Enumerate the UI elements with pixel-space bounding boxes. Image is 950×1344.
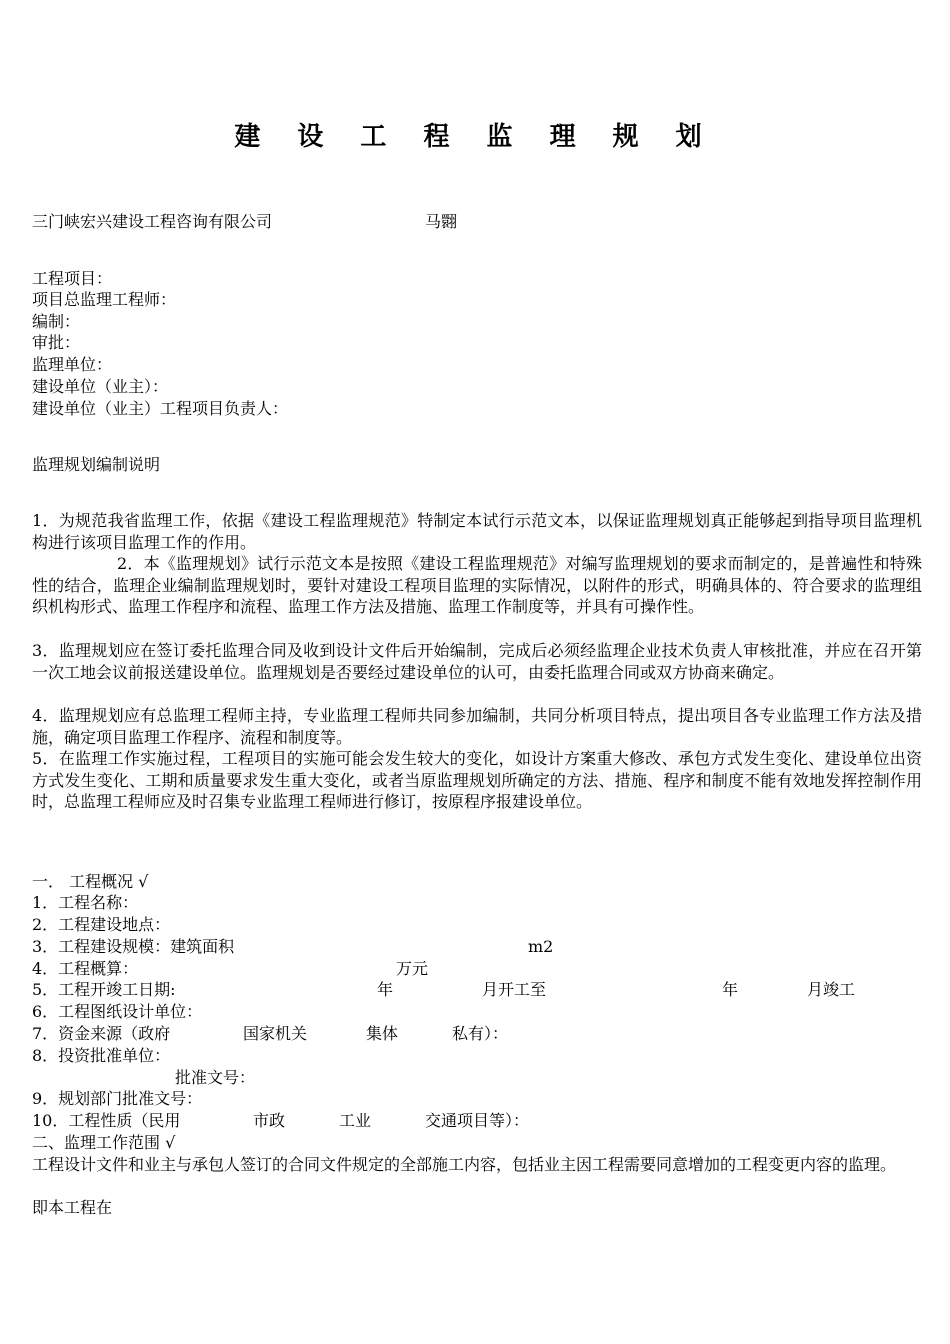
overview-item-7-option-agency: 国家机关 xyxy=(243,1024,308,1043)
overview-item-5-year-end: 年 xyxy=(722,980,739,999)
overview-item-5-month-end: 月竣工 xyxy=(807,980,856,999)
explanation-item-2 xyxy=(32,553,922,618)
overview-item-6: 6．工程图纸设计单位： xyxy=(32,1002,203,1021)
info-field-supervision-unit: 监理单位： xyxy=(32,355,113,374)
overview-item-7-option-collective: 集体 xyxy=(366,1024,399,1043)
overview-item-7: 7．资金来源（政府 xyxy=(32,1024,171,1043)
overview-item-4: 4．工程概算： xyxy=(32,959,139,978)
overview-item-5: 5．工程开竣工日期: xyxy=(32,980,176,999)
section1-heading: 一． 工程概况 √ xyxy=(32,872,149,891)
explanation-item-1: 1．为规范我省监理工作，依据《建设工程监理规范》特制定本试行示范文本，以保证监理规划真正能够起到指导项目监理机构进行该项目监理工作的作用。 xyxy=(32,511,922,552)
overview-item-8: 8．投资批准单位： xyxy=(32,1046,171,1065)
explanation-item-4: 4．监理规划应有总监理工程师主持，专业监理工程师共同参加编制，共同分析项目特点，提出项目各专业监理工作方法及措施，确定项目监理工作程序、流程和制度等。 xyxy=(32,706,922,747)
explanation-heading: 监理规划编制说明 xyxy=(32,455,161,474)
overview-item-10-option-industrial: 工业 xyxy=(339,1111,372,1130)
section2-heading: 二、监理工作范围 √ xyxy=(32,1133,176,1152)
overview-item-1: 1．工程名称： xyxy=(32,893,139,912)
overview-item-2: 2．工程建设地点： xyxy=(32,915,171,934)
overview-item-10: 10．工程性质（民用 xyxy=(32,1111,181,1130)
overview-item-7-option-private: 私有）： xyxy=(452,1024,509,1043)
explanation-item-3: 3．监理规划应在签订委托监理合同及收到设计文件后开始编制，完成后必须经监理企业技术负责人审核批准，并应在召开第一次工地会议前报送建设单位。监理规划是否要经过建设单位的认可，由委托监理合同或双方协商来确定。 xyxy=(32,641,922,682)
document-title: 建 设 工 程 监 理 规 划 xyxy=(234,122,716,152)
overview-item-3-unit: m2 xyxy=(528,937,554,956)
info-field-owner: 建设单位（业主）： xyxy=(32,377,169,396)
section2-tail: 即本工程在 xyxy=(32,1198,113,1217)
info-field-chief-engineer: 项目总监理工程师： xyxy=(32,290,177,309)
overview-item-5-year-start: 年 xyxy=(377,980,394,999)
info-field-project: 工程项目： xyxy=(32,269,113,288)
info-field-compiler: 编制： xyxy=(32,312,81,331)
section2-text: 工程设计文件和业主与承包人签订的合同文件规定的全部施工内容，包括业主因工程需要同意增加的工程变更内容的监理。 xyxy=(32,1155,897,1174)
info-field-owner-manager: 建设单位（业主）工程项目负责人： xyxy=(32,399,289,418)
overview-item-8-approval-number: 批准文号： xyxy=(175,1068,256,1087)
author-name: 马翾 xyxy=(425,212,458,231)
overview-item-10-option-traffic: 交通项目等）： xyxy=(425,1111,530,1130)
overview-item-10-option-municipal: 市政 xyxy=(253,1111,286,1130)
explanation-item-2-text: 2．本《监理规划》试行示范文本是按照《建设工程监理规范》对编写监理规划的要求而制定的，是普遍性和特殊性的结合，监理企业编制监理规划时，要针对建设工程项目监理的实际情况，以附件的形式，明确具体的、符合要求的监理组织机构形式、监理工作程序和流程、监理工作方法及措施、监理工作制度等，并具有可操作性。 xyxy=(32,554,922,616)
overview-item-5-month-start: 月开工至 xyxy=(482,980,547,999)
overview-item-9: 9．规划部门批准文号： xyxy=(32,1089,203,1108)
overview-item-3: 3．工程建设规模：建筑面积 xyxy=(32,937,235,956)
explanation-item-5: 5．在监理工作实施过程，工程项目的实施可能会发生较大的变化，如设计方案重大修改、承包方式发生变化、建设单位出资方式发生变化、工期和质量要求发生重大变化，或者当原监理规划所确定的方法、措施、程序和制度不能有效地发挥控制作用时，总监理工程师应及时召集专业监理工程师进行修订，按原程序报建设单位。 xyxy=(32,749,922,811)
company-name: 三门峡宏兴建设工程咨询有限公司 xyxy=(32,212,273,231)
info-field-approver: 审批： xyxy=(32,333,81,352)
overview-item-4-unit: 万元 xyxy=(396,959,429,978)
